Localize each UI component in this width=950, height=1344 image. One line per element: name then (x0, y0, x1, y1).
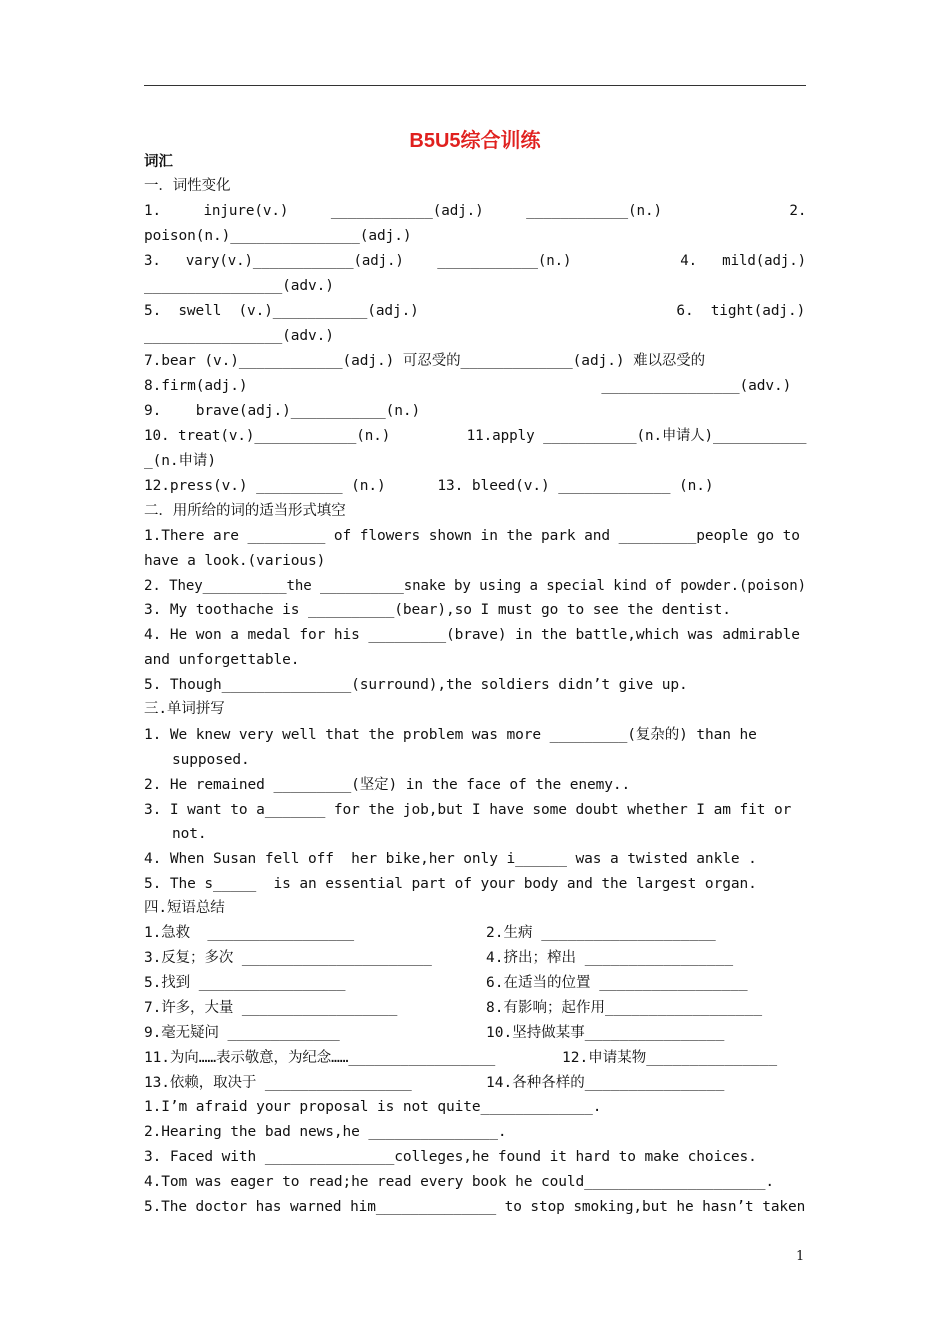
sec1-line: poison(n.)_______________(adj.) (144, 228, 412, 244)
sentence-item: 5.The doctor has warned him______________ to stop smoking,but he hasn’t taken (144, 1199, 806, 1215)
sec2-question: 1.There are _________ of flowers shown in the park and _________people go to (144, 528, 800, 544)
sentence-item: 1.I’m afraid your proposal is not quite_____________. (144, 1099, 602, 1115)
sentence-item: 2.Hearing the bad news,he _______________. (144, 1124, 507, 1140)
sec1-line: 3. vary(v.)____________(adj.) ____________(n.) 4. mild(adj.) (144, 253, 806, 269)
phrase-item: 11.为向……表示敬意，为纪念……_________________ (144, 1050, 496, 1066)
sec3-question: 2. He remained _________(坚定) in the face of the enemy.. (144, 777, 631, 793)
sec1-line: 12.press(v.) __________ (n.) 13. bleed(v.) _____________ (n.) (144, 478, 714, 494)
phrase-item: 9.毫无疑问 _____________ (144, 1025, 340, 1041)
section2-heading: 二．用所给的词的适当形式填空 (144, 503, 346, 519)
phrase-item: 14.各种各样的________________ (486, 1075, 725, 1091)
phrase-item: 2.生病 ____________________ (486, 925, 716, 941)
phrase-item: 7.许多，大量 __________________ (144, 1000, 398, 1016)
phrase-item: 13.依赖，取决于 _________________ (144, 1075, 412, 1091)
sec1-line: 5. swell (v.)___________(adj.) 6. tight(adj.) (144, 303, 806, 319)
sec1-line: ________________(adv.) (144, 278, 334, 294)
sec3-question: not. (172, 826, 207, 842)
sec2-question: have a look.(various) (144, 553, 326, 569)
sec2-question: 2. They__________the __________snake by using a special kind of powder.(poison) (144, 578, 806, 594)
phrase-item: 4.挤出；榨出 _________________ (486, 950, 734, 966)
sec1-line: 7.bear (v.)____________(adj.) 可忍受的_____________(adj.) 难以忍受的 (144, 353, 706, 369)
page-title: B5U5综合训练 (409, 130, 541, 152)
sec3-question: supposed. (172, 752, 250, 768)
sec3-question: 1. We knew very well that the problem was more _________(复杂的) than he (144, 727, 757, 743)
sec2-question: 3. My toothache is __________(bear),so I must go to see the dentist. (144, 602, 731, 618)
sec3-question: 5. The s_____ is an essential part of your body and the largest organ. (144, 876, 757, 892)
sec2-question: and unforgettable. (144, 652, 300, 668)
phrase-item: 12.申请某物_______________ (562, 1050, 778, 1066)
section1-heading: 一．词性变化 (144, 178, 231, 194)
phrase-item: 10.坚持做某事________________ (486, 1025, 725, 1041)
vocab-heading: 词汇 (144, 154, 173, 170)
sentence-item: 3. Faced with _______________colleges,he found it hard to make choices. (144, 1149, 757, 1165)
sec2-question: 4. He won a medal for his _________(brave) in the battle,which was admirable (144, 627, 800, 643)
section3-heading: 三.单词拼写 (144, 701, 225, 717)
phrase-item: 3.反复；多次 ______________________ (144, 950, 432, 966)
phrase-item: 8.有影响；起作用__________________ (486, 1000, 763, 1016)
sec1-line: 1. injure(v.) ____________(adj.) ____________(n.) 2. (144, 203, 807, 219)
phrase-item: 5.找到 _________________ (144, 975, 346, 991)
phrase-item: 6.在适当的位置 _________________ (486, 975, 748, 991)
phrase-item: 1.急救 _________________ (144, 925, 355, 941)
top-rule (144, 85, 806, 86)
sec1-line: 9. brave(adj.)___________(n.) (144, 403, 421, 419)
sec1-line: _(n.申请) (144, 453, 216, 469)
sec1-line: 8.firm(adj.) ________________(adv.) (144, 378, 792, 394)
sec3-question: 3. I want to a_______ for the job,but I have some doubt whether I am fit or (144, 802, 792, 818)
sec1-line: 10. treat(v.)____________(n.) 11.apply ___________(n.申请人)___________ (144, 428, 807, 444)
section4-heading: 四.短语总结 (144, 900, 225, 916)
sentence-item: 4.Tom was eager to read;he read every book he could_____________________. (144, 1174, 774, 1190)
page-number: 1 (796, 1249, 805, 1264)
sec3-question: 4. When Susan fell off her bike,her only i______ was a twisted ankle . (144, 851, 757, 867)
sec2-question: 5. Though_______________(surround),the soldiers didn’t give up. (144, 677, 688, 693)
sec1-line: ________________(adv.) (144, 328, 334, 344)
